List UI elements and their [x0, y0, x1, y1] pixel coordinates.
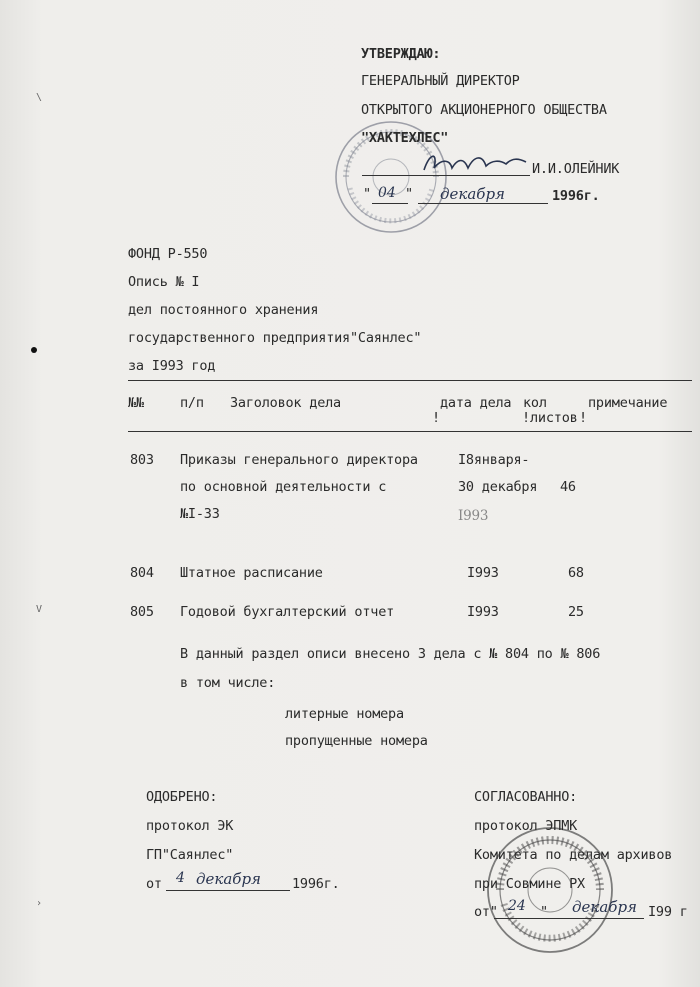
approved-protocol: протокол ЭК [146, 818, 234, 834]
case-date: I993 [467, 565, 499, 581]
date-underline [372, 203, 408, 204]
approved-date-day: 4 [176, 870, 185, 886]
case-sheets: 46 [560, 479, 576, 495]
summary-line: в том числе: [180, 675, 276, 691]
agreed-heading: СОГЛАСОВАННО: [474, 789, 578, 805]
date-underline [166, 890, 290, 891]
approved-organization: ГП"Саянлес" [146, 847, 234, 863]
approval-signer: И.И.ОЛЕЙНИК [532, 161, 620, 177]
case-number: 803 [130, 452, 154, 468]
approved-heading: ОДОБРЕНО: [146, 789, 218, 805]
approved-date-prefix: от [146, 876, 162, 892]
approval-company-name: "ХАКТЕХЛЕС" [361, 130, 449, 146]
header-line: дел постоянного хранения [128, 302, 319, 318]
case-title: Приказы генерального директора [180, 452, 418, 468]
approval-date-month: декабря [440, 185, 505, 203]
col-header-pp: п/п [180, 395, 204, 411]
header-year: за I993 год [128, 358, 216, 374]
fond-number: ФОНД Р-550 [128, 246, 208, 262]
approval-date-quote: " [405, 186, 413, 202]
case-date: I993 [467, 604, 499, 620]
col-header-title: Заголовок дела [230, 395, 341, 411]
table-header-rule [128, 431, 692, 432]
summary-letter-numbers: литерные номера [285, 706, 404, 722]
agreed-protocol: протокол ЭПМК [474, 818, 578, 834]
margin-mark: \ [36, 92, 43, 103]
col-header-nn: №№ [128, 395, 144, 411]
case-sheets: 25 [568, 604, 584, 620]
agreed-date-prefix: от" [474, 904, 498, 920]
case-sheets: 68 [568, 565, 584, 581]
summary-missing-numbers: пропущенные номера [285, 733, 428, 749]
col-separator: ! [579, 410, 587, 426]
case-title: №I-33 [180, 506, 220, 522]
date-underline [494, 918, 644, 919]
agreed-date-year: I99 г [648, 904, 688, 920]
agreed-organization: при Совмине РХ [474, 876, 585, 892]
punch-hole-top [31, 347, 37, 353]
margin-mark: › [36, 898, 43, 909]
col-header-sheets: листов [530, 410, 578, 426]
opis-number: Опись № I [128, 274, 200, 290]
col-separator: ! [432, 410, 440, 426]
approved-date-year: 1996г. [292, 876, 340, 892]
case-title: по основной деятельности с [180, 479, 387, 495]
margin-mark: V [36, 604, 43, 615]
agreed-organization: Комитета по делам архивов [474, 847, 673, 863]
approval-position: ГЕНЕРАЛЬНЫЙ ДИРЕКТОР [361, 73, 520, 89]
handwritten-signature [420, 148, 530, 178]
header-line: государственного предприятия"Саянлес" [128, 330, 422, 346]
agreed-date-month: декабря [572, 898, 637, 916]
agreed-date-day: 24 [508, 898, 526, 914]
case-number: 805 [130, 604, 154, 620]
agreed-date-quote: " [540, 904, 548, 920]
table-top-rule [128, 380, 692, 381]
case-date: 30 декабря [458, 479, 538, 495]
case-title: Штатное расписание [180, 565, 323, 581]
approval-date-day: 04 [378, 185, 396, 201]
case-date: I8января- [458, 452, 530, 468]
col-header-note: примечание [588, 395, 668, 411]
col-header-date: дата дела [440, 395, 512, 411]
approval-date-quote: " [363, 186, 371, 202]
approval-heading: УТВЕРЖДАЮ: [361, 46, 441, 62]
col-header-kol: кол [523, 395, 547, 411]
case-title: Годовой бухгалтерский отчет [180, 604, 395, 620]
date-underline [418, 203, 548, 204]
summary-line: В данный раздел описи внесено 3 дела с № 804 по № 806 [180, 646, 601, 662]
col-separator: ! [522, 410, 530, 426]
approval-date-year: 1996г. [552, 188, 600, 204]
approved-date-month: декабря [196, 870, 261, 888]
case-date: I993 [458, 508, 489, 524]
case-number: 804 [130, 565, 154, 581]
approval-organization: ОТКРЫТОГО АКЦИОНЕРНОГО ОБЩЕСТВА [361, 102, 607, 118]
